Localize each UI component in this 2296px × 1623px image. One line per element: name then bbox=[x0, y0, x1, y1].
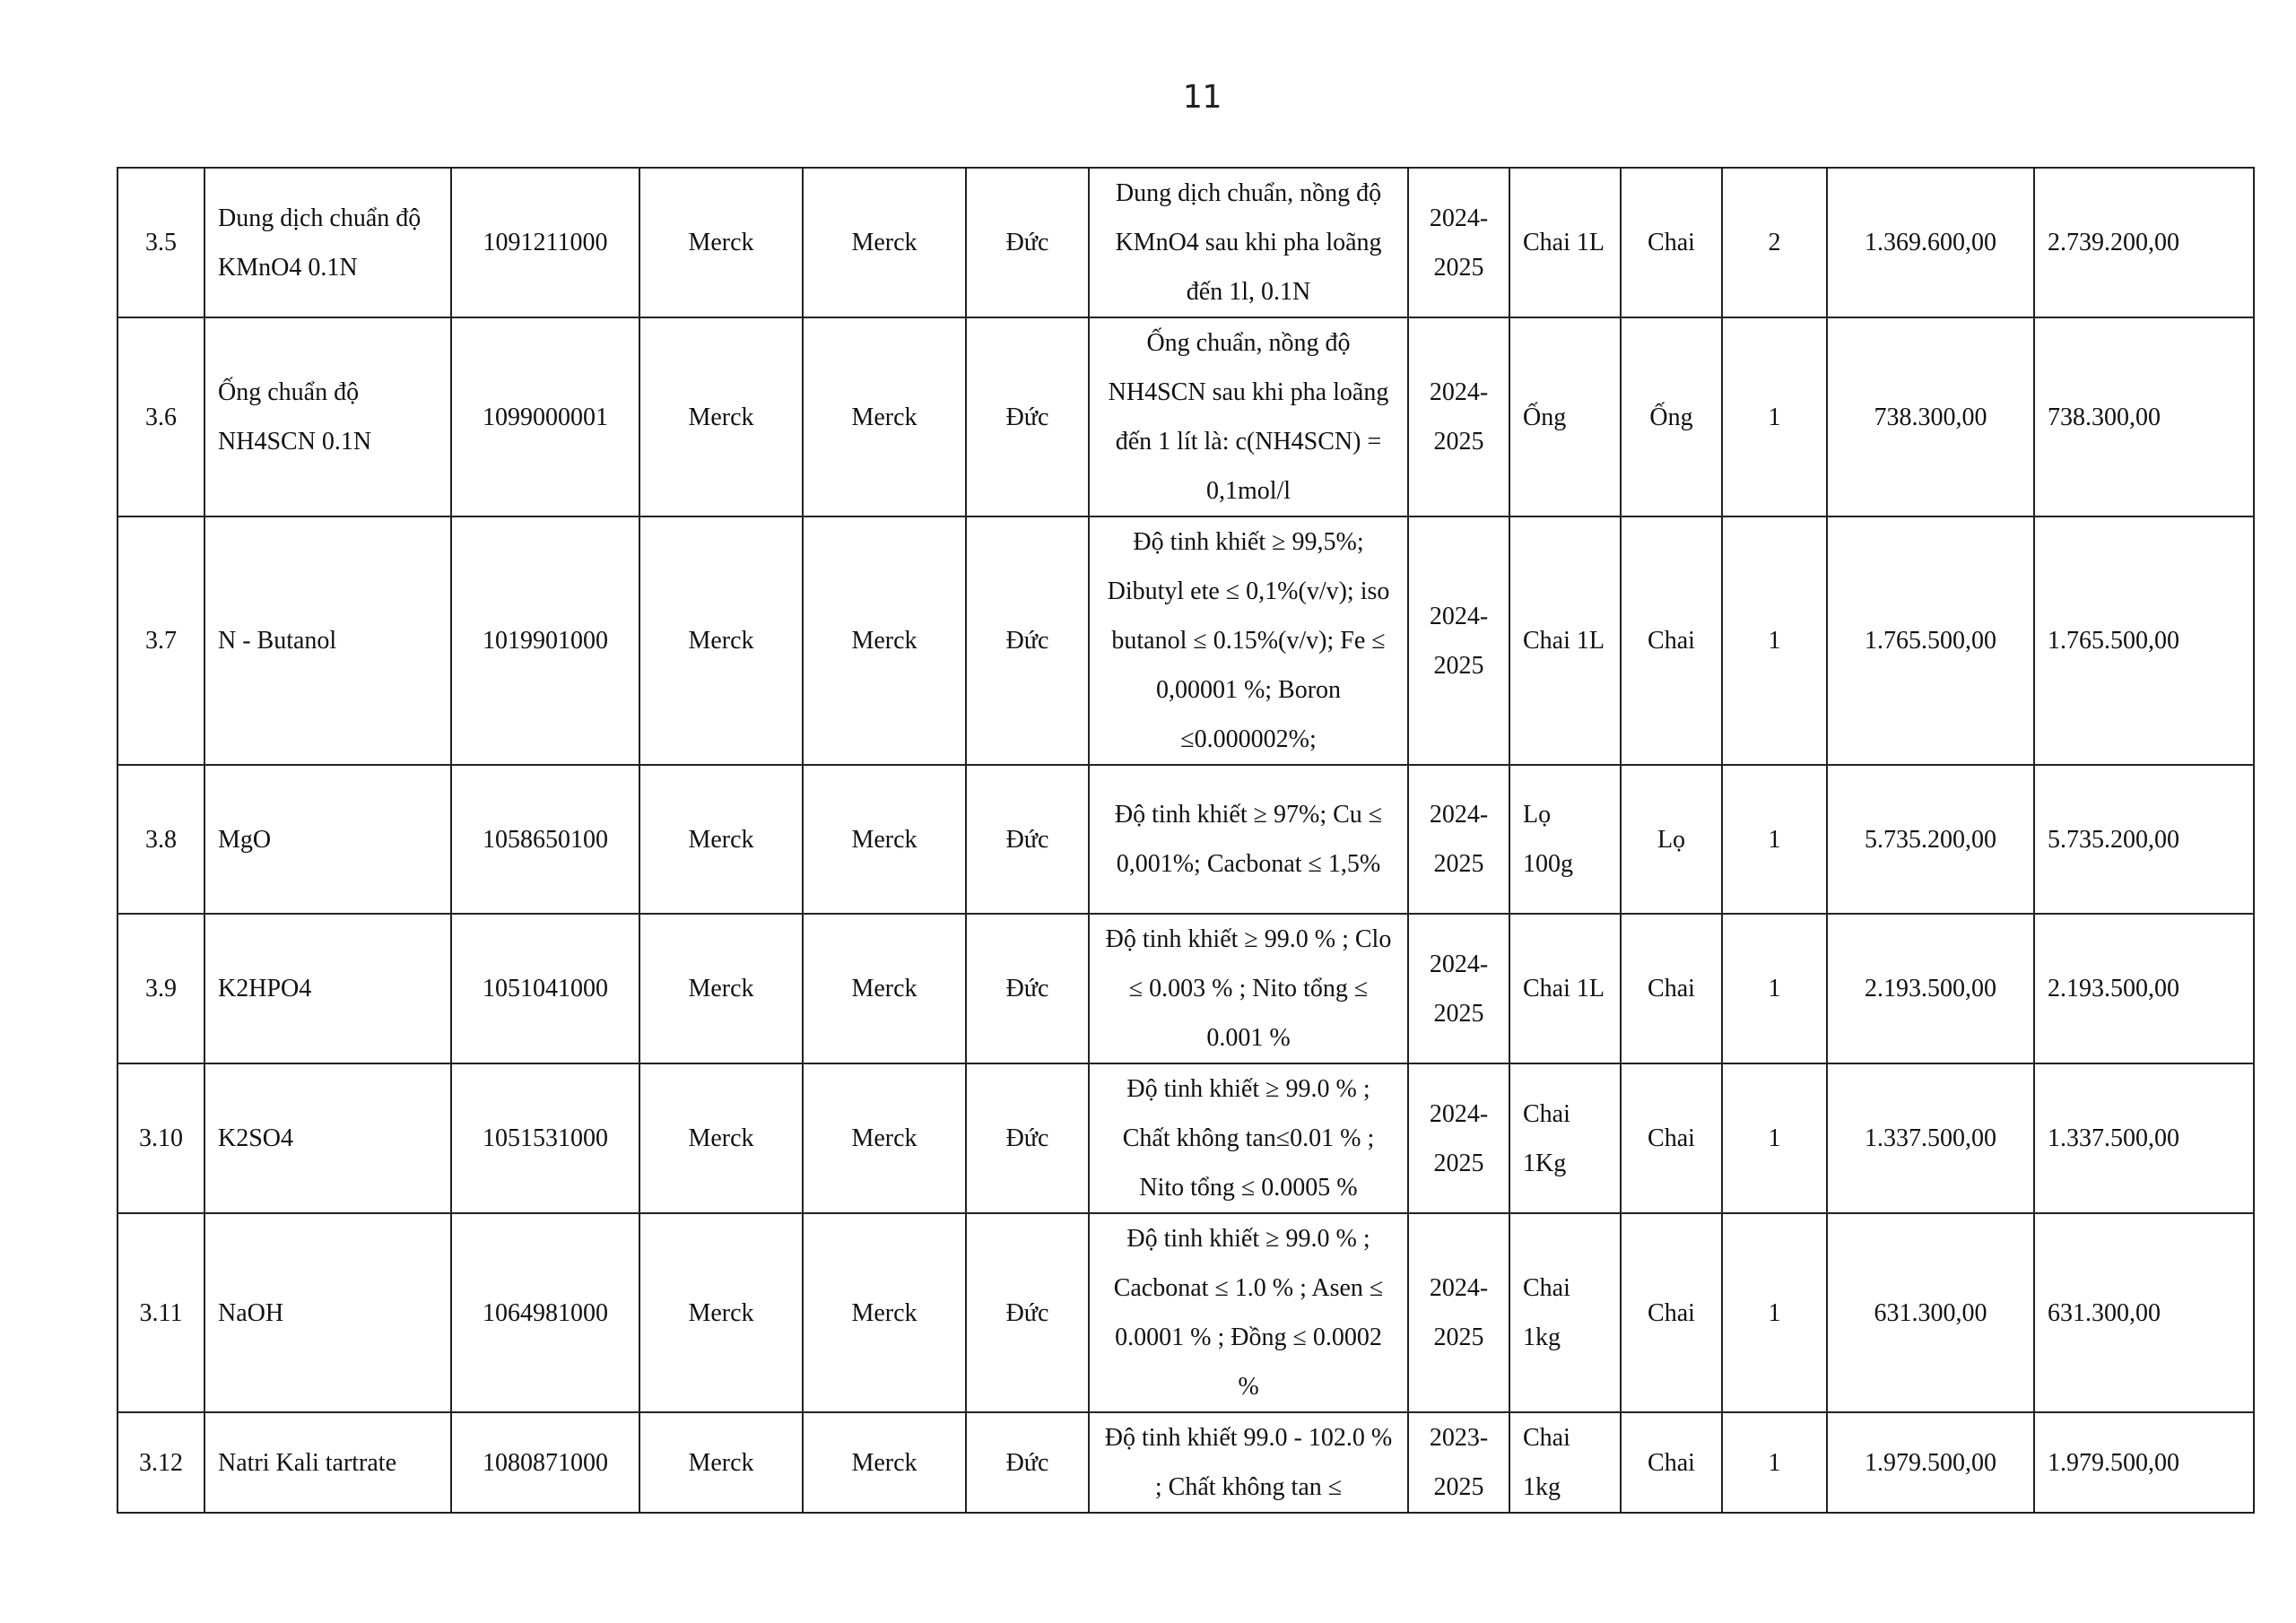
table-row bbox=[117, 1063, 2254, 1213]
unit-price: 1.369.600,00 bbox=[1827, 168, 2034, 317]
brand: Merck bbox=[803, 1412, 966, 1513]
total-price: 738.300,00 bbox=[2034, 317, 2254, 516]
table-row bbox=[117, 914, 2254, 1063]
total-price: 1.979.500,00 bbox=[2034, 1412, 2254, 1513]
chemicals-table bbox=[117, 167, 2255, 1514]
unit: Chai bbox=[1621, 1213, 1722, 1412]
brand: Merck bbox=[803, 1063, 966, 1213]
specification-text: Độ tinh khiết 99.0 - 102.0 % ; Chất không tan ≤ bbox=[1104, 1424, 1393, 1501]
table-row bbox=[117, 516, 2254, 765]
quantity: 1 bbox=[1722, 1412, 1827, 1513]
table-row bbox=[117, 1213, 2254, 1412]
specification: Độ tinh khiết ≥ 99.0 % ; Clo ≤ 0.003 % ; Nito tổng ≤ 0.001 % bbox=[1089, 914, 1408, 1063]
brand: Merck bbox=[803, 1213, 966, 1412]
unit: Chai bbox=[1621, 168, 1722, 317]
chemical-name: Dung dịch chuẩn độ KMnO4 0.1N bbox=[204, 168, 451, 317]
origin: Đức bbox=[966, 1063, 1089, 1213]
total-price: 2.193.500,00 bbox=[2034, 914, 2254, 1063]
chemical-name: K2SO4 bbox=[204, 1063, 451, 1213]
total-price: 631.300,00 bbox=[2034, 1213, 2254, 1412]
brand: Merck bbox=[803, 516, 966, 765]
year: 2023-2025 bbox=[1408, 1412, 1509, 1513]
chemical-name: K2HPO4 bbox=[204, 914, 451, 1063]
total-price: 2.739.200,00 bbox=[2034, 168, 2254, 317]
table-row bbox=[117, 168, 2254, 317]
year: 2024-2025 bbox=[1408, 317, 1509, 516]
unit: Chai bbox=[1621, 914, 1722, 1063]
row-number: 3.5 bbox=[117, 168, 204, 317]
row-number: 3.10 bbox=[117, 1063, 204, 1213]
brand: Merck bbox=[803, 765, 966, 914]
packaging: Chai 1L bbox=[1509, 914, 1621, 1063]
product-code: 1064981000 bbox=[451, 1213, 639, 1412]
quantity: 1 bbox=[1722, 914, 1827, 1063]
origin: Đức bbox=[966, 1412, 1089, 1513]
packaging: Lọ 100g bbox=[1509, 765, 1621, 914]
brand: Merck bbox=[803, 317, 966, 516]
unit-price: 5.735.200,00 bbox=[1827, 765, 2034, 914]
row-number: 3.6 bbox=[117, 317, 204, 516]
table-row bbox=[117, 765, 2254, 914]
product-code: 1058650100 bbox=[451, 765, 639, 914]
table-row bbox=[117, 1412, 2254, 1513]
row-number: 3.11 bbox=[117, 1213, 204, 1412]
specification: Độ tinh khiết ≥ 99.0 % ; Cacbonat ≤ 1.0 % ; Asen ≤ 0.0001 % ; Đồng ≤ 0.0002 % bbox=[1089, 1213, 1408, 1412]
product-code: 1091211000 bbox=[451, 168, 639, 317]
origin: Đức bbox=[966, 765, 1089, 914]
chemical-name: MgO bbox=[204, 765, 451, 914]
quantity: 1 bbox=[1722, 1063, 1827, 1213]
product-code: 1051531000 bbox=[451, 1063, 639, 1213]
manufacturer: Merck bbox=[639, 1412, 803, 1513]
origin: Đức bbox=[966, 317, 1089, 516]
quantity: 1 bbox=[1722, 516, 1827, 765]
year: 2024-2025 bbox=[1408, 168, 1509, 317]
product-code: 1080871000 bbox=[451, 1412, 639, 1513]
packaging: Chai 1L bbox=[1509, 168, 1621, 317]
packaging: Ống bbox=[1509, 317, 1621, 516]
manufacturer: Merck bbox=[639, 317, 803, 516]
origin: Đức bbox=[966, 516, 1089, 765]
specification bbox=[1089, 1412, 1408, 1513]
manufacturer: Merck bbox=[639, 168, 803, 317]
total-price: 1.765.500,00 bbox=[2034, 516, 2254, 765]
specification: Độ tinh khiết ≥ 99,5%; Dibutyl ete ≤ 0,1%(v/v); iso butanol ≤ 0.15%(v/v); Fe ≤ 0,00001 %; Boron ≤0.000002%; bbox=[1089, 516, 1408, 765]
product-code: 1019901000 bbox=[451, 516, 639, 765]
total-price: 1.337.500,00 bbox=[2034, 1063, 2254, 1213]
unit: Chai bbox=[1621, 1412, 1722, 1513]
row-number: 3.7 bbox=[117, 516, 204, 765]
unit-price: 1.979.500,00 bbox=[1827, 1412, 2034, 1513]
page-number: 11 bbox=[1182, 79, 1222, 116]
unit: Chai bbox=[1621, 516, 1722, 765]
brand: Merck bbox=[803, 168, 966, 317]
unit-price: 738.300,00 bbox=[1827, 317, 2034, 516]
unit-price: 1.337.500,00 bbox=[1827, 1063, 2034, 1213]
quantity: 1 bbox=[1722, 317, 1827, 516]
manufacturer: Merck bbox=[639, 516, 803, 765]
manufacturer: Merck bbox=[639, 914, 803, 1063]
unit: Lọ bbox=[1621, 765, 1722, 914]
year: 2024-2025 bbox=[1408, 1063, 1509, 1213]
year: 2024-2025 bbox=[1408, 914, 1509, 1063]
chemical-name: Natri Kali tartrate bbox=[204, 1412, 451, 1513]
manufacturer: Merck bbox=[639, 1213, 803, 1412]
product-code: 1051041000 bbox=[451, 914, 639, 1063]
unit-price: 1.765.500,00 bbox=[1827, 516, 2034, 765]
packaging: Chai 1L bbox=[1509, 516, 1621, 765]
total-price: 5.735.200,00 bbox=[2034, 765, 2254, 914]
row-number: 3.9 bbox=[117, 914, 204, 1063]
specification: Độ tinh khiết ≥ 99.0 % ; Chất không tan≤0.01 % ; Nito tổng ≤ 0.0005 % bbox=[1089, 1063, 1408, 1213]
product-code: 1099000001 bbox=[451, 317, 639, 516]
unit: Ống bbox=[1621, 317, 1722, 516]
packaging: Chai 1kg bbox=[1509, 1412, 1621, 1513]
specification: Độ tinh khiết ≥ 97%; Cu ≤ 0,001%; Cacbonat ≤ 1,5% bbox=[1089, 765, 1408, 914]
quantity: 1 bbox=[1722, 1213, 1827, 1412]
row-number: 3.8 bbox=[117, 765, 204, 914]
year: 2024-2025 bbox=[1408, 516, 1509, 765]
row-number: 3.12 bbox=[117, 1412, 204, 1513]
specification: Ống chuẩn, nồng độ NH4SCN sau khi pha loãng đến 1 lít là: c(NH4SCN) = 0,1mol/l bbox=[1089, 317, 1408, 516]
table-row bbox=[117, 317, 2254, 516]
origin: Đức bbox=[966, 914, 1089, 1063]
brand: Merck bbox=[803, 914, 966, 1063]
manufacturer: Merck bbox=[639, 765, 803, 914]
chemical-name: N - Butanol bbox=[204, 516, 451, 765]
chemical-name: Ống chuẩn độ NH4SCN 0.1N bbox=[204, 317, 451, 516]
unit: Chai bbox=[1621, 1063, 1722, 1213]
unit-price: 2.193.500,00 bbox=[1827, 914, 2034, 1063]
year: 2024-2025 bbox=[1408, 765, 1509, 914]
specification: Dung dịch chuẩn, nồng độ KMnO4 sau khi pha loãng đến 1l, 0.1N bbox=[1089, 168, 1408, 317]
manufacturer: Merck bbox=[639, 1063, 803, 1213]
year: 2024-2025 bbox=[1408, 1213, 1509, 1412]
origin: Đức bbox=[966, 1213, 1089, 1412]
quantity: 1 bbox=[1722, 765, 1827, 914]
packaging: Chai 1Kg bbox=[1509, 1063, 1621, 1213]
quantity: 2 bbox=[1722, 168, 1827, 317]
packaging: Chai 1kg bbox=[1509, 1213, 1621, 1412]
origin: Đức bbox=[966, 168, 1089, 317]
chemical-name: NaOH bbox=[204, 1213, 451, 1412]
unit-price: 631.300,00 bbox=[1827, 1213, 2034, 1412]
